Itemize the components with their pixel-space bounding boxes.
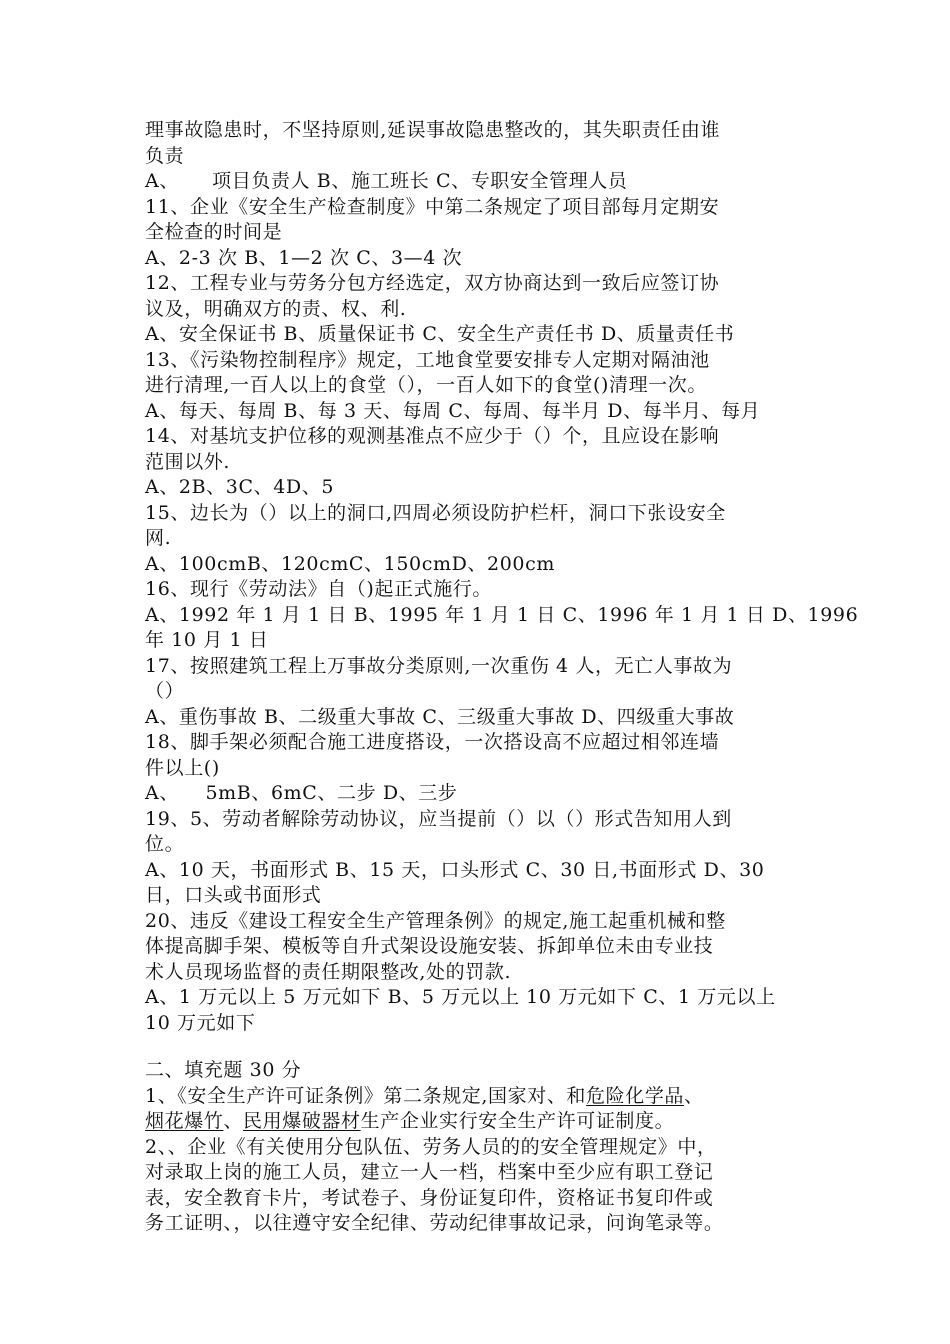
text-line: 16、现行《劳动法》自（)起正式施行。 — [145, 578, 492, 600]
section-gap — [145, 1036, 810, 1058]
text-line: 负责 — [145, 144, 185, 167]
q1-text-end: 生产企业实行安全生产许可证制度。 — [360, 1110, 675, 1132]
text-line: 术人员现场监督的责任期限整改,处的罚款. — [145, 960, 512, 983]
text-line: 13、《污染物控制程序》规定，工地食堂要安排专人定期对隔油池 — [145, 348, 710, 371]
text-line: 18、脚手架必须配合施工进度搭设，一次搭设高不应超过相邻连墙 — [145, 731, 720, 753]
text-line: 日，口头或书面形式 — [145, 884, 322, 906]
text-line: 19、5、劳动者解除劳动协议，应当提前（）以（）形式告知用人到 — [145, 807, 732, 830]
text-line: A、100cmB、120cmC、150cmD、200cm — [145, 552, 555, 575]
text-line: 全检查的时间是 — [145, 221, 283, 243]
text-line: 体提高脚手架、模板等自升式架设设施安装、拆卸单位未由专业技 — [145, 935, 714, 957]
answer-fireworks: 烟花爆竹 — [145, 1110, 224, 1132]
separator: 、 — [684, 1084, 704, 1107]
answer-hazardous-chemicals: 危险化学品 — [586, 1084, 685, 1107]
text-line: A、2B、3C、4D、5 — [145, 476, 335, 498]
text-line: （） — [145, 680, 185, 702]
fill-question-2-line-1: 2、、企业《有关使用分包队伍、劳务人员的的安全管理规定》中， — [145, 1135, 717, 1158]
text-line: A、1 万元以上 5 万元如下 B、5 万元以上 10 万元如下 C、1 万元以上 — [145, 986, 776, 1008]
separator: 、 — [223, 1110, 244, 1132]
section-heading: 二、填充题 30 分 — [145, 1059, 302, 1081]
text-line: 15、边长为（）以上的洞口,四周必须设防护栏杆，洞口下张设安全 — [145, 501, 726, 524]
fill-question-2-line-3: 表，安全教育卡片，考试卷子、身份证复印件，资格证书复印件或 — [145, 1186, 714, 1209]
text-line: 20、违反《建设工程安全生产管理条例》的规定,施工起重机械和整 — [145, 909, 726, 932]
text-line: A、安全保证书 B、质量保证书 C、安全生产责任书 D、质量责任书 — [145, 323, 735, 345]
text-line: 件以上() — [145, 756, 220, 779]
fill-question-2-line-2: 对录取上岗的施工人员，建立一人一档，档案中至少应有职工登记 — [145, 1161, 714, 1183]
fill-question-2-line-4: 务工证明、，以往遵守安全纪律、劳动纪律事故记录，问询笔录等。 — [145, 1212, 724, 1234]
text-line: 理事故隐患时，不坚持原则,延误事故隐患整改的，其失职责任由谁 — [145, 119, 721, 141]
question-list — [145, 118, 859, 1036]
text-line: 17、按照建筑工程上万事故分类原则,一次重伤 4 人，无亡人事故为 — [145, 654, 733, 677]
text-line: 位。 — [145, 833, 185, 855]
text-line: 范围以外. — [145, 450, 231, 473]
q1-text: 1、《安全生产许可证条例》第二条规定,国家对、和 — [145, 1084, 587, 1107]
document-page — [145, 118, 859, 1237]
text-line: A、2-3 次 B、1—2 次 C、3—4 次 — [145, 246, 463, 269]
text-line: A、 5mB、6mC、二步 D、三步 — [145, 782, 458, 804]
text-line: 议及，明确双方的责、权、利. — [145, 297, 407, 320]
text-line: 12、工程专业与劳务分包方经选定，双方协商达到一致后应签订协 — [145, 272, 720, 294]
text-line: A、1992 年 1 月 1 日 B、1995 年 1 月 1 日 C、1996 年 1 月 1 日 D、1996 — [145, 603, 859, 626]
text-line: A、10 天，书面形式 B、15 天，口头形式 C、30 日,书面形式 D、30 — [145, 858, 765, 881]
text-line: 10 万元如下 — [145, 1011, 256, 1034]
text-line: 进行清理,一百人以上的食堂（），一百人如下的食堂()清理一次。 — [145, 374, 707, 396]
text-line: A、重伤事故 B、二级重大事故 C、三级重大事故 D、四级重大事故 — [145, 705, 735, 728]
fill-question-1-line-2 — [145, 1109, 810, 1135]
text-line: 14、对基坑支护位移的观测基准点不应少于（）个，且应设在影响 — [145, 425, 720, 447]
text-line: A、每天、每周 B、每 3 天、每周 C、每周、每半月 D、每半月、每月 — [145, 399, 761, 422]
text-line: 11、企业《安全生产检查制度》中第二条规定了项目部每月定期安 — [145, 195, 720, 218]
text-line: A、 项目负责人 B、施工班长 C、专职安全管理人员 — [145, 170, 628, 192]
text-line: 年 10 月 1 日 — [145, 629, 269, 651]
answer-civil-explosives: 民用爆破器材 — [243, 1110, 361, 1132]
text-line: 网. — [145, 527, 172, 549]
fill-question-1-line-1 — [145, 1084, 810, 1110]
